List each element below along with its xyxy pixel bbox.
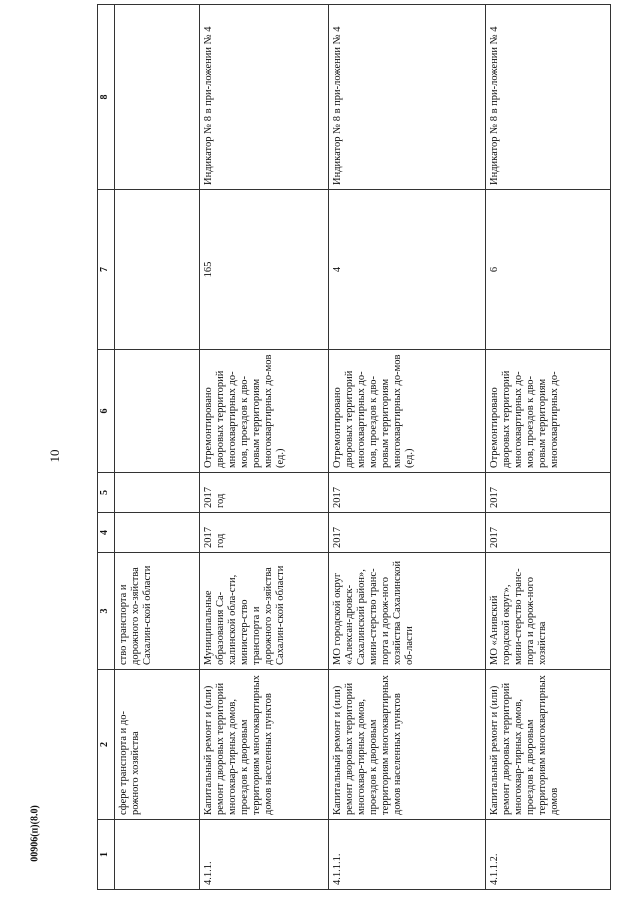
result-indicator: Отремонтировано дворовых территорий многоквартирных до-мов, проездов к дво-ровым территориям многоквартирных до- (486, 350, 611, 473)
header-cell: 7 (98, 190, 115, 350)
header-cell: 8 (98, 5, 115, 190)
start-year: 2017 (329, 513, 486, 553)
item-number: 4.1.1.2. (486, 820, 611, 890)
activity-name: Капитальный ремонт и (или) ремонт дворовых территорий многоквар-тирных домов, проездов к дворовым территориям многоквартирных домов населенных пунктов (329, 670, 486, 820)
result-indicator: Отремонтировано дворовых территорий многоквартирных до-мов, проездов к дво-ровым территориям многоквартирных до-мов (ед.) (329, 350, 486, 473)
end-year (115, 473, 200, 513)
item-number (115, 820, 200, 890)
start-year (115, 513, 200, 553)
end-year: 2017 (486, 473, 611, 513)
responsible: Муниципальные образования Са-халинской обла-сти, министер-ство транспорта и дорожного хо-зяйства Сахалин-ской области (200, 553, 329, 670)
start-year: 2017 год (200, 513, 329, 553)
target-value: 6 (486, 190, 611, 350)
header-cell: 4 (98, 513, 115, 553)
table-row (115, 5, 200, 890)
end-year: 2017 год (200, 473, 329, 513)
indicator-link: Индикатор № 8 в при-ложении № 4 (329, 5, 486, 190)
table-row (329, 5, 486, 890)
program-activities-table (97, 4, 611, 890)
header-cell: 2 (98, 670, 115, 820)
indicator-link (115, 5, 200, 190)
table-row (486, 5, 611, 890)
footer-code: 00906(п)(8.0) (29, 805, 41, 862)
page-number: 10 (47, 449, 62, 463)
header-cell: 6 (98, 350, 115, 473)
table-row (200, 5, 329, 890)
header-cell: 5 (98, 473, 115, 513)
result-indicator (115, 350, 200, 473)
activity-name: Капитальный ремонт и (или) ремонт дворовых территорий многоквар-тирных домов, проездов к дворовым территориям многоквартирных домов (486, 670, 611, 820)
end-year: 2017 (329, 473, 486, 513)
target-value (115, 190, 200, 350)
responsible: МО городской округ «Алексан-дровск-Сахалинский район», мини-стерство транс-порта и дорож-ного хозяйства Сахалинской об-ласти (329, 553, 486, 670)
indicator-link: Индикатор № 8 в при-ложении № 4 (486, 5, 611, 190)
indicator-link: Индикатор № 8 в при-ложении № 4 (200, 5, 329, 190)
result-indicator: Отремонтировано дворовых территорий многоквартирных до-мов, проездов к дво-ровым территориям многоквартирных до-мов (ед.) (200, 350, 329, 473)
header-row (98, 5, 115, 890)
target-value: 4 (329, 190, 486, 350)
responsible: ство транспорта и дорожного хо-зяйства Сахалин-ской области (115, 553, 200, 670)
activity-name: сфере транспорта и до-рожного хозяйства (115, 670, 200, 820)
item-number: 4.1.1. (200, 820, 329, 890)
rotated-table-container (97, 5, 597, 890)
target-value: 165 (200, 190, 329, 350)
header-cell: 3 (98, 553, 115, 670)
activity-name: Капитальный ремонт и (или) ремонт дворовых территорий многоквар-тирных домов, проездов к дворовым территориям многоквартирных домов населенных пунктов (200, 670, 329, 820)
header-cell: 1 (98, 820, 115, 890)
start-year: 2017 (486, 513, 611, 553)
item-number: 4.1.1.1. (329, 820, 486, 890)
responsible: МО «Анивский городской округ», мини-стерство транс-порта и дорож-ного хозяйства (486, 553, 611, 670)
